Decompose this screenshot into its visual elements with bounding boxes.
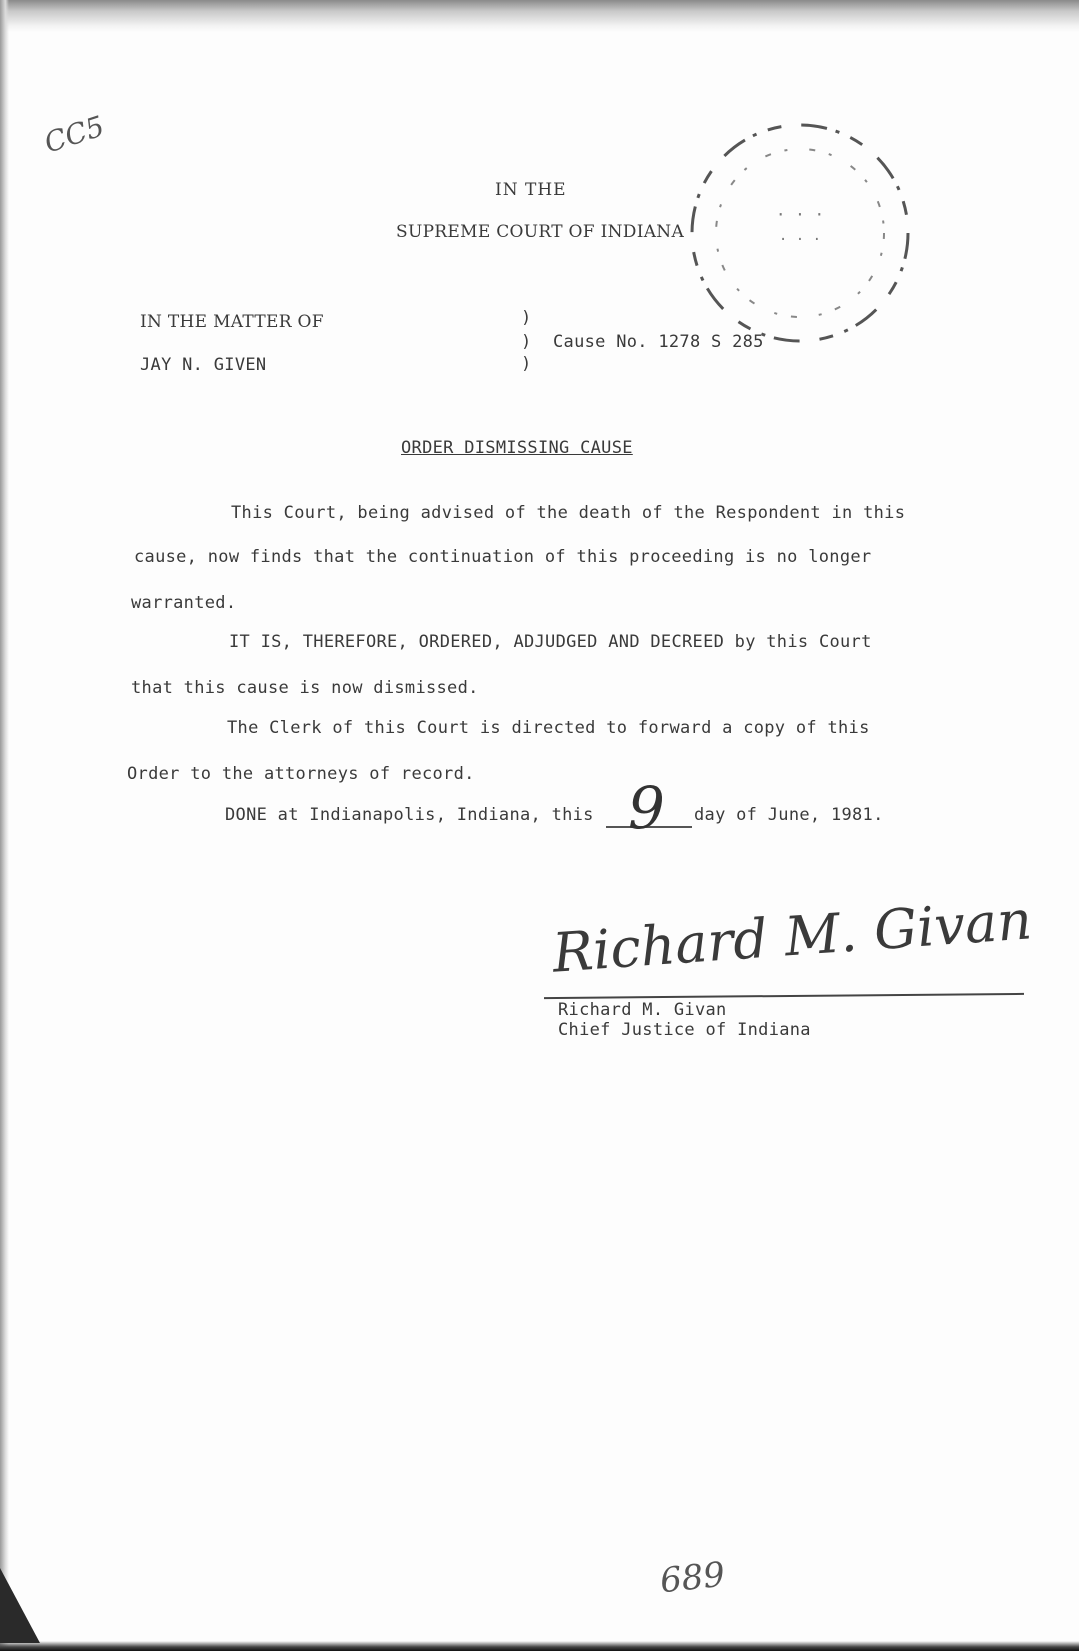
scan-corner [0, 1568, 40, 1643]
caption-respondent: JAY N. GIVEN [140, 355, 267, 375]
cause-number: Cause No. 1278 S 285 [553, 332, 764, 352]
body-line: warranted. [131, 593, 237, 613]
page-number: 689 [658, 1554, 727, 1602]
scan-shadow-left [0, 0, 9, 1651]
order-title: ORDER DISMISSING CAUSE [401, 438, 633, 458]
signer-title: Chief Justice of Indiana [558, 1020, 811, 1040]
body-line: cause, now finds that the continuation of this proceeding is no longer [134, 547, 872, 567]
svg-text:· · ·: · · · [775, 205, 825, 224]
caption-paren: ) [521, 354, 532, 374]
body-line: This Court, being advised of the death of the Respondent in this [231, 503, 906, 523]
done-line: DONE at Indianapolis, Indiana, this [225, 805, 594, 825]
body-line: that this cause is now dismissed. [131, 678, 479, 698]
scan-shadow-top [0, 0, 1079, 32]
handwritten-day: 9 [628, 774, 665, 842]
signer-name: Richard M. Givan [558, 1000, 727, 1020]
caption-paren: ) [521, 332, 532, 352]
signature-line [544, 993, 1024, 999]
caption-paren: ) [521, 308, 532, 328]
scan-shadow-bottom [0, 1641, 1079, 1651]
done-line-date: day of June, 1981. [694, 805, 884, 825]
body-line: IT IS, THEREFORE, ORDERED, ADJUDGED AND DECREED by this Court [229, 632, 872, 652]
body-line: Order to the attorneys of record. [127, 764, 475, 784]
signature-script: Richard M. Givan [550, 888, 1034, 985]
body-line: The Clerk of this Court is directed to forward a copy of this [227, 718, 870, 738]
caption-matter: IN THE MATTER OF [140, 312, 324, 332]
court-header-line2: SUPREME COURT OF INDIANA [396, 222, 685, 242]
court-header-line1: IN THE [495, 180, 567, 200]
svg-text:· · ·: · · · [778, 232, 822, 248]
margin-note: CC5 [40, 109, 109, 160]
